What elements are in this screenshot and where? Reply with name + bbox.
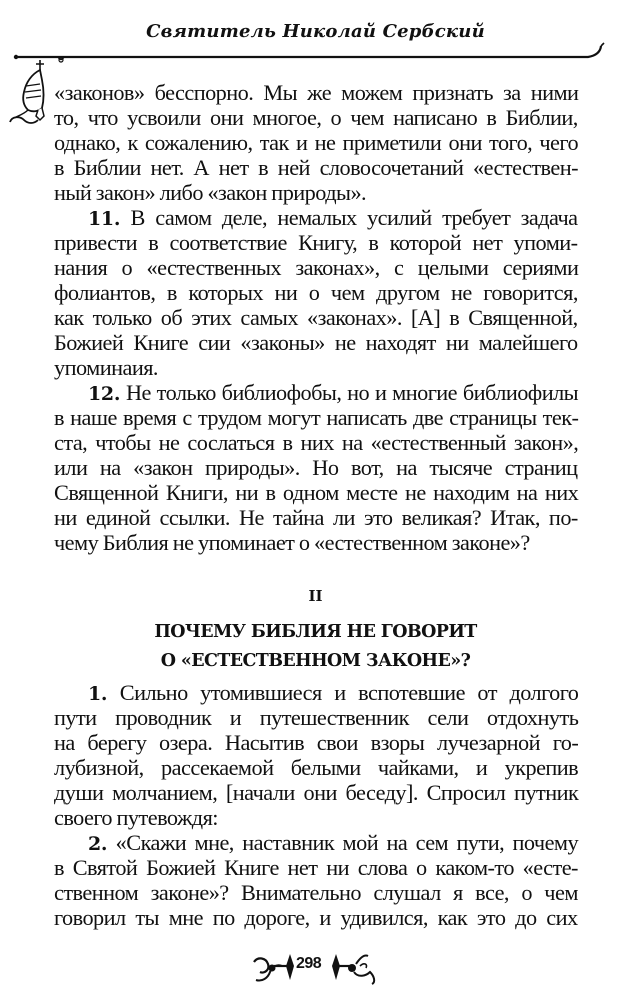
text-line [54, 205, 578, 230]
text-line: лубизной, рассекаемой белыми чайками, и укрепив [54, 755, 579, 780]
text-line: ный закон» либо «закон природы». [54, 180, 367, 205]
paragraph-number: 2. [88, 833, 108, 855]
fleuron-right-icon [330, 952, 380, 986]
text-line: на берегу озера. Насытив свои взоры лучезарной го- [54, 730, 579, 755]
text-line-content: В самом деле, немалых усилий требует задача [130, 205, 578, 230]
text-line: однако, к сожалению, так и не приметили они того, чего [54, 130, 579, 155]
section-numeral: II [308, 587, 323, 605]
paragraph-number: 11. [88, 208, 121, 230]
text-line [54, 380, 578, 405]
page-number: 298 [296, 955, 322, 972]
text-line: в Библии нет. А нет в ней словосочетаний «естествен- [54, 155, 578, 180]
text-block-top [54, 80, 578, 555]
text-line: говорил ты мне по дороге, и удивился, как это до сих [54, 905, 578, 930]
text-line: нания о «естественных законах», с целыми сериями [54, 255, 579, 280]
paragraph-2 [54, 830, 578, 930]
text-line: чему Библия не упоминает о «естественном законе»? [54, 530, 530, 555]
text-line: ста, чтобы не сослаться в них на «естественный закон», [54, 430, 579, 455]
paragraph-number: 1. [88, 683, 108, 705]
text-line: или на «закон природы». Но вот, на тысяче страниц [54, 455, 578, 480]
text-line: «законов» бесспорно. Мы же можем признать за ними [54, 80, 579, 105]
paragraph-number: 12. [88, 383, 121, 405]
paragraph-12 [54, 380, 578, 555]
running-head: Святитель Николай Сербский [146, 21, 485, 42]
text-line-content: «Скажи мне, наставник мой на сем пути, почему [115, 830, 579, 855]
chapter-title-line: О «ЕСТЕСТВЕННОМ ЗАКОНЕ»? [160, 651, 471, 671]
pointing-hand-icon [6, 60, 56, 130]
chapter-title [0, 618, 631, 676]
text-line: как только об этих самых «законах». [А] в Священной, [54, 305, 578, 330]
text-line: фолиантов, в которых ни о чем другом не говорится, [54, 280, 578, 305]
text-line [54, 680, 578, 705]
text-line-content: Не только библиофобы, но и многие библиофилы [125, 380, 579, 405]
text-line: привести в соответствие Книгу, в которой нет упоми- [54, 230, 578, 255]
text-line: упоминаия. [54, 355, 158, 380]
chapter-title-line: ПОЧЕМУ БИБЛИЯ НЕ ГОВОРИТ [154, 622, 477, 642]
text-line: души молчанием, [начали они беседу]. Спросил путник [54, 780, 579, 805]
paragraph-11 [54, 205, 578, 380]
text-line: своего путевождя: [54, 805, 218, 830]
text-line [54, 830, 578, 855]
text-line: Божией Книге сии «законы» не находят ни малейшего [54, 330, 578, 355]
text-line-content: Сильно утомившиеся и вспотевшие от долгого [119, 680, 579, 705]
text-line: то, что усвоили они многое, о чем написано в Библии, [54, 105, 578, 130]
text-line: в Святой Божией Книге нет ни слова о каком-то «есте- [54, 855, 578, 880]
page-folio [0, 952, 631, 986]
text-line: ственном законе»? Внимательно слушал я все, о чем [54, 880, 578, 905]
paragraph-1 [54, 680, 578, 830]
paragraph-continued [54, 80, 578, 205]
text-line: в наше время с трудом могут написать две страницы тек- [54, 405, 579, 430]
text-block-bottom [54, 680, 578, 930]
text-line: Священной Книги, ни в одном месте не находим на них [54, 480, 579, 505]
fleuron-left-icon [252, 952, 296, 986]
text-line: ни единой ссылки. Не тайна ли это великая? Итак, по- [54, 505, 578, 530]
text-line: пути проводник и путешественник сели отдохнуть [54, 705, 579, 730]
